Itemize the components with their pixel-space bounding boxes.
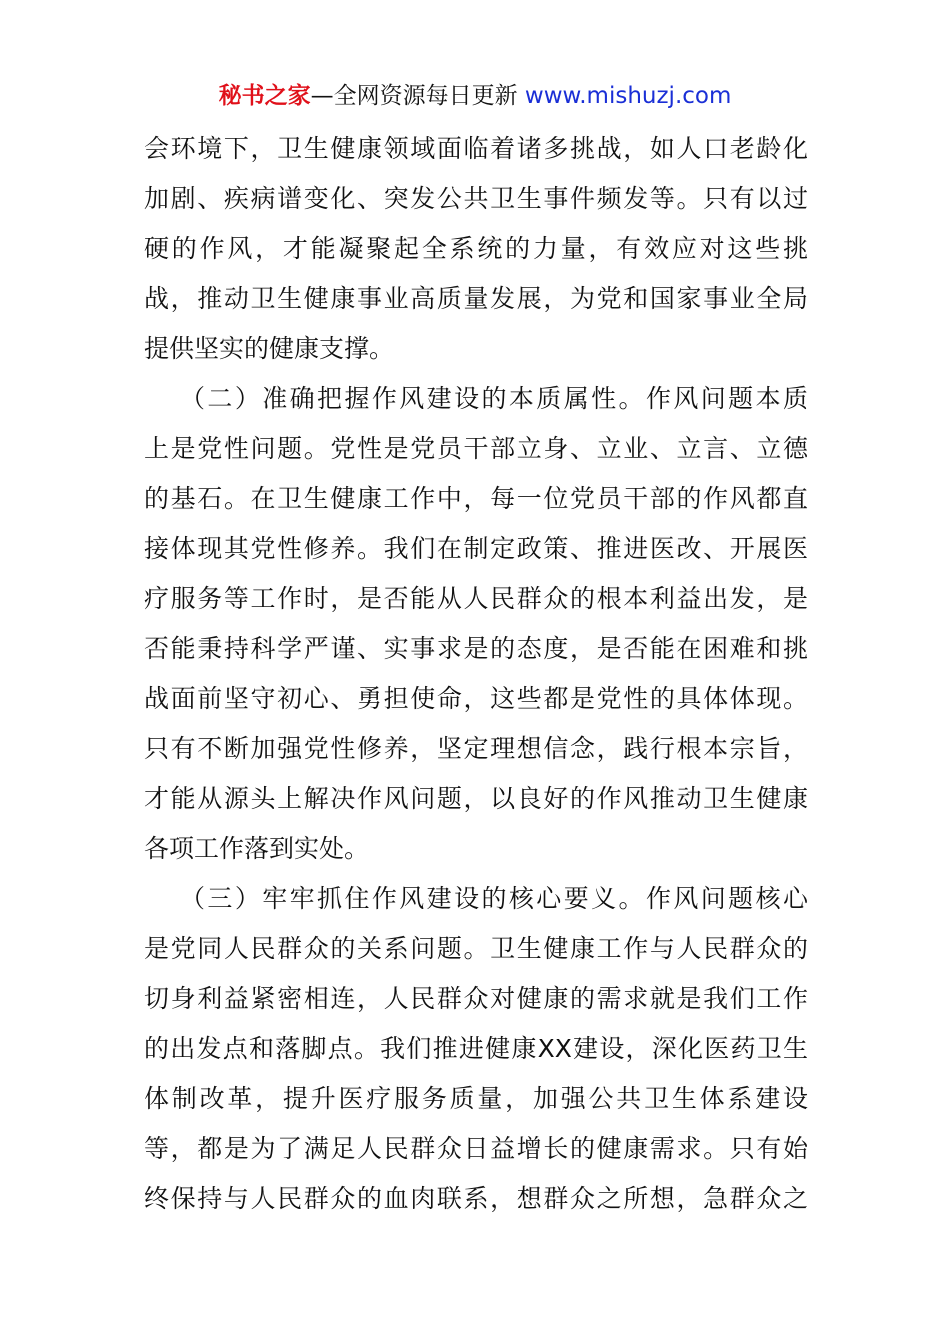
text-line: 的基石。在卫生健康工作中，每一位党员干部的作风都直 <box>144 484 808 513</box>
text-line: 才能从源头上解决作风问题，以良好的作风推动卫生健康 <box>144 784 808 813</box>
text-line: 体制改革，提升医疗服务质量，加强公共卫生体系建设 <box>144 1084 808 1113</box>
text-line: 上是党性问题。党性是党员干部立身、立业、立言、立德 <box>144 434 808 463</box>
website-link[interactable]: www.mishuzj.com <box>524 83 732 109</box>
text-line: 否能秉持科学严谨、实事求是的态度，是否能在困难和挑 <box>144 634 808 663</box>
text-line: 各项工作落到实处。 <box>144 834 370 863</box>
page-header <box>0 80 950 112</box>
text-line: 只有不断加强党性修养，坚定理想信念，践行根本宗旨， <box>144 734 808 763</box>
text-line: 接体现其党性修养。我们在制定政策、推进医改、开展医 <box>144 534 808 563</box>
text-line: 等，都是为了满足人民群众日益增长的健康需求。只有始 <box>144 1134 808 1163</box>
text-line: 战面前坚守初心、勇担使命，这些都是党性的具体体现。 <box>144 684 808 713</box>
text-line: 提供坚实的健康支撑。 <box>144 334 395 363</box>
paragraph-heading-line: （三）牢牢抓住作风建设的核心要义。作风问题核心 <box>180 884 808 913</box>
text-line: 终保持与人民群众的血肉联系，想群众之所想，急群众之 <box>144 1184 808 1213</box>
text-line: 会环境下，卫生健康领域面临着诸多挑战，如人口老龄化 <box>144 134 808 163</box>
text-line: 切身利益紧密相连，人民群众对健康的需求就是我们工作 <box>144 984 808 1013</box>
text-line: 加剧、疾病谱变化、突发公共卫生事件频发等。只有以过 <box>144 184 808 213</box>
text-line: 硬的作风，才能凝聚起全系统的力量，有效应对这些挑 <box>144 234 808 263</box>
document-body <box>144 124 808 1224</box>
header-tagline: —全网资源每日更新 <box>310 83 525 109</box>
brand-name: 秘书之家 <box>218 83 311 109</box>
text-line: 是党同人民群众的关系问题。卫生健康工作与人民群众的 <box>144 934 808 963</box>
text-line: 战，推动卫生健康事业高质量发展，为党和国家事业全局 <box>144 284 808 313</box>
paragraph-heading-line: （二）准确把握作风建设的本质属性。作风问题本质 <box>180 384 808 413</box>
text-line: 的出发点和落脚点。我们推进健康XX建设，深化医药卫生 <box>144 1034 808 1063</box>
text-line: 疗服务等工作时，是否能从人民群众的根本利益出发，是 <box>144 584 808 613</box>
